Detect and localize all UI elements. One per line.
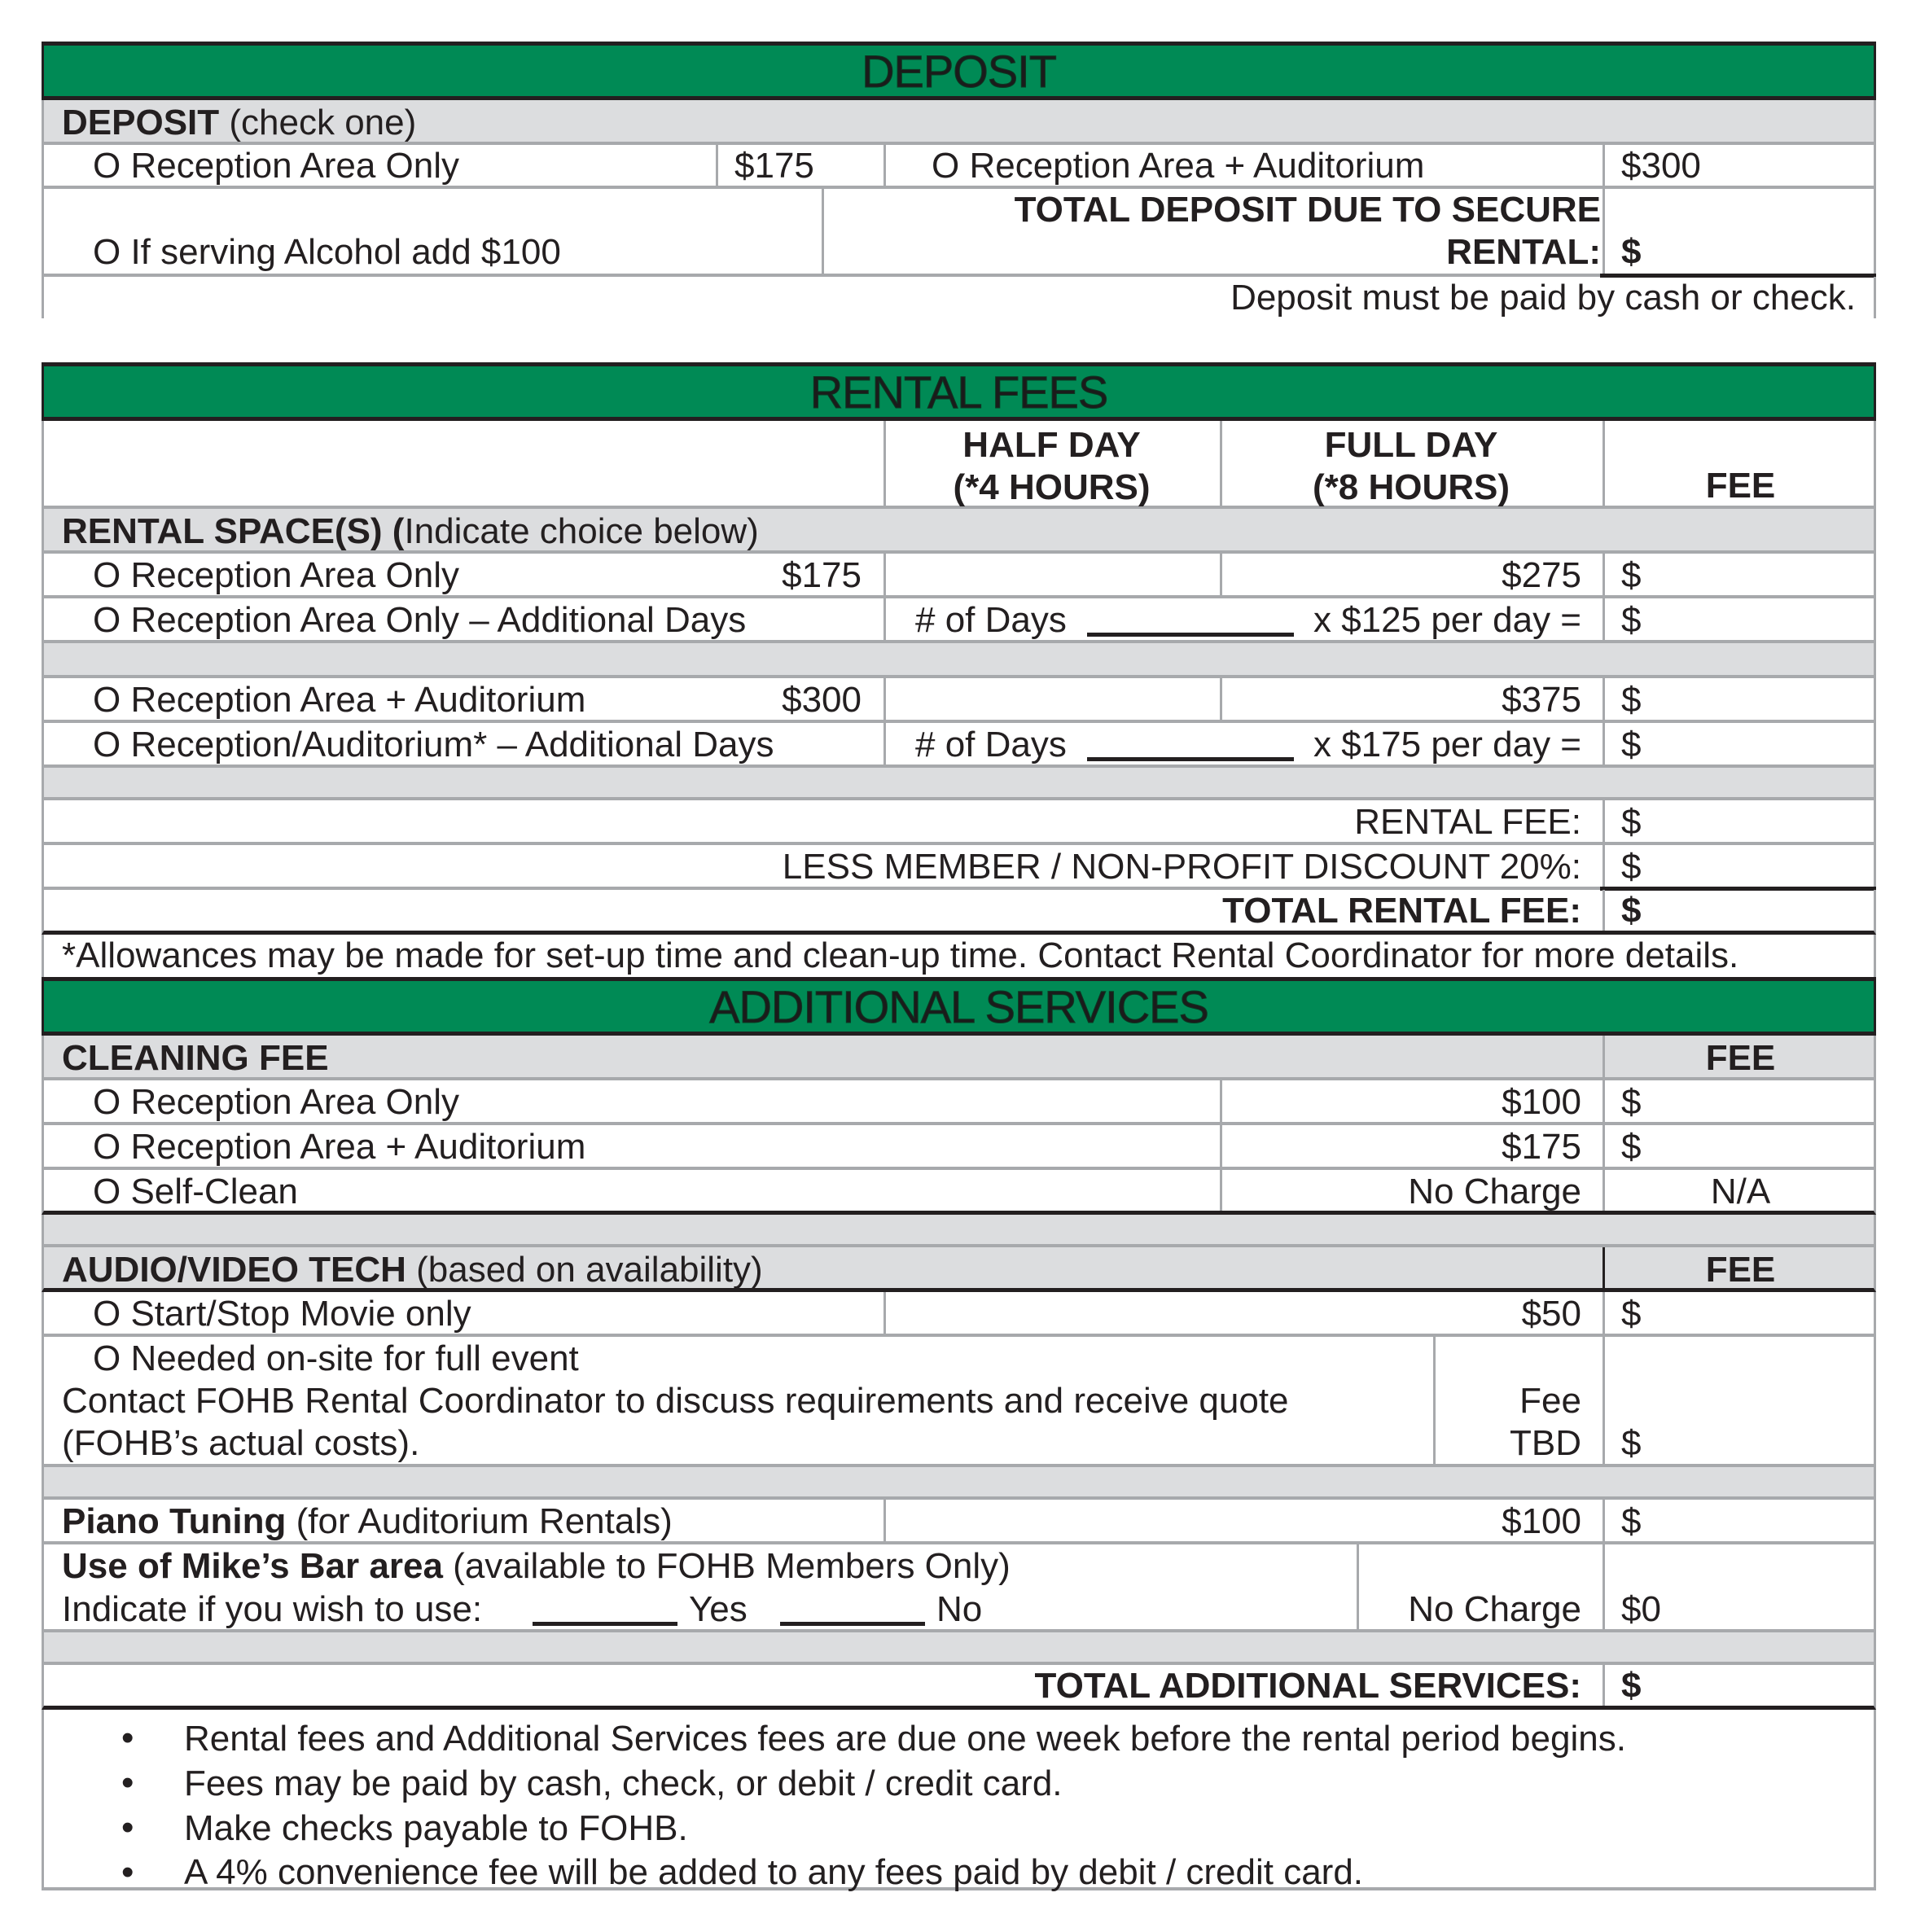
deposit-option-reception-price: $175 xyxy=(734,146,814,186)
av-title-note: (based on availability) xyxy=(406,1250,763,1290)
rental-half-price: $175 xyxy=(782,555,862,595)
rental-footnote: *Allowances may be made for set-up time and clean-up time. Contact Rental Coordinator for more details. xyxy=(62,935,1739,975)
bar-label-bold: Use of Mike’s Bar area xyxy=(62,1546,443,1586)
piano-row xyxy=(42,1500,1876,1544)
av-full-costs: (FOHB’s actual costs). xyxy=(62,1423,420,1463)
deposit-section-header xyxy=(42,42,1876,100)
deposit-total-value[interactable]: $ xyxy=(1621,232,1642,272)
bar-fee: $0 xyxy=(1621,1589,1661,1629)
deposit-payment-note: Deposit must be paid by cash or check. xyxy=(1230,278,1856,318)
cleaning-fee-field[interactable]: $ xyxy=(1621,1127,1642,1167)
note-item: A 4% convenience fee will be added to any fees paid by debit / credit card. xyxy=(184,1852,1364,1892)
deposit-options-row xyxy=(42,145,1876,189)
rental-row-auditorium xyxy=(42,678,1876,723)
total-rental-row xyxy=(42,890,1876,935)
av-full-fee[interactable]: $ xyxy=(1621,1423,1642,1463)
rental-fee-field[interactable]: $ xyxy=(1621,555,1642,595)
deposit-header-title: DEPOSIT xyxy=(862,45,1056,97)
bar-label xyxy=(62,1546,1011,1586)
total-services-label: TOTAL ADDITIONAL SERVICES: xyxy=(1034,1666,1581,1706)
services-spacer xyxy=(42,1467,1876,1500)
total-services-row xyxy=(42,1665,1876,1710)
piano-label xyxy=(62,1501,673,1541)
discount-row xyxy=(42,845,1876,890)
bullet-icon: • xyxy=(121,1718,134,1758)
days-label: # of Days xyxy=(915,725,1067,764)
cleaning-row-reception xyxy=(42,1080,1876,1125)
services-spacer xyxy=(42,1632,1876,1665)
rental-space-subheader xyxy=(42,509,1876,554)
rental-spacer xyxy=(42,768,1876,800)
cleaning-row-self xyxy=(42,1170,1876,1215)
note-item: Fees may be paid by cash, check, or debit / credit card. xyxy=(184,1763,1063,1803)
rental-half-price: $300 xyxy=(782,680,862,720)
deposit-total-label-line2: RENTAL: xyxy=(1446,232,1601,272)
deposit-subheader-bold: DEPOSIT xyxy=(62,103,220,142)
col-half-day-line2: (*4 HOURS) xyxy=(953,467,1151,507)
deposit-total-label-line1: TOTAL DEPOSIT DUE TO SECURE xyxy=(1014,190,1601,230)
rental-full-price: $375 xyxy=(1502,680,1581,720)
note-item: Make checks payable to FOHB. xyxy=(184,1808,688,1848)
bar-no-label: No xyxy=(936,1589,983,1629)
rental-option-label[interactable]: O Reception Area Only xyxy=(93,555,460,595)
total-services-value[interactable]: $ xyxy=(1621,1666,1642,1706)
days-input-line[interactable] xyxy=(1087,633,1294,637)
cleaning-subheader xyxy=(42,1036,1876,1080)
bar-price: No Charge xyxy=(1408,1589,1581,1629)
rental-full-price: $275 xyxy=(1502,555,1581,595)
col-fee: FEE xyxy=(1705,466,1776,506)
payment-notes xyxy=(42,1710,1876,1890)
deposit-total-row xyxy=(42,189,1876,277)
cleaning-fee-na: N/A xyxy=(1710,1172,1771,1211)
services-header-title: ADDITIONAL SERVICES xyxy=(709,980,1208,1032)
deposit-option-alcohol[interactable]: O If serving Alcohol add $100 xyxy=(93,232,561,272)
services-spacer xyxy=(42,1215,1876,1247)
bullet-icon: • xyxy=(121,1807,134,1847)
piano-label-bold: Piano Tuning xyxy=(62,1501,287,1541)
days-rate: x $175 per day = xyxy=(1313,725,1581,764)
rental-spacer xyxy=(42,643,1876,678)
bullet-icon: • xyxy=(121,1763,134,1803)
cleaning-price: $100 xyxy=(1502,1082,1581,1122)
av-movie-fee[interactable]: $ xyxy=(1621,1294,1642,1334)
rental-section-header xyxy=(42,362,1876,421)
services-section-header xyxy=(42,977,1876,1036)
rental-option-label[interactable]: O Reception Area Only – Additional Days xyxy=(93,600,747,640)
col-half-day-line1: HALF DAY xyxy=(962,425,1141,465)
col-full-day-line2: (*8 HOURS) xyxy=(1312,467,1510,507)
av-full-price-line1: Fee xyxy=(1519,1381,1581,1421)
total-rental-label: TOTAL RENTAL FEE: xyxy=(1222,891,1581,931)
rental-fee-label: RENTAL FEE: xyxy=(1354,802,1581,842)
av-full-contact: Contact FOHB Rental Coordinator to discuss requirements and receive quote xyxy=(62,1381,1289,1421)
av-full-option[interactable]: O Needed on-site for full event xyxy=(93,1338,579,1378)
rental-row-auditorium-extra-days xyxy=(42,723,1876,768)
av-row-full-event xyxy=(42,1337,1876,1467)
cleaning-option-label[interactable]: O Reception Area + Auditorium xyxy=(93,1127,586,1167)
av-title xyxy=(62,1252,763,1288)
col-full-day-line1: FULL DAY xyxy=(1324,425,1498,465)
discount-label: LESS MEMBER / NON-PROFIT DISCOUNT 20%: xyxy=(782,847,1581,887)
piano-fee[interactable]: $ xyxy=(1621,1501,1642,1541)
bar-yes-input-line[interactable] xyxy=(533,1622,677,1626)
piano-label-note: (for Auditorium Rentals) xyxy=(286,1501,673,1541)
days-label: # of Days xyxy=(915,600,1067,640)
deposit-option-reception[interactable]: O Reception Area Only xyxy=(93,146,460,186)
av-movie-price: $50 xyxy=(1521,1294,1581,1334)
note-item: Rental fees and Additional Services fees are due one week before the rental period begins. xyxy=(184,1719,1626,1759)
total-rental-value[interactable]: $ xyxy=(1621,891,1642,931)
piano-price: $100 xyxy=(1502,1501,1581,1541)
av-subheader xyxy=(42,1247,1876,1292)
rental-fee-value[interactable]: $ xyxy=(1621,802,1642,842)
bullet-icon: • xyxy=(121,1852,134,1892)
bar-label-note: (available to FOHB Members Only) xyxy=(442,1546,1011,1586)
av-row-movie xyxy=(42,1292,1876,1337)
col-half-day xyxy=(883,424,1220,509)
rental-fee-field[interactable]: $ xyxy=(1621,600,1642,640)
bar-no-input-line[interactable] xyxy=(780,1622,925,1626)
rental-space-bold: RENTAL SPACE(S) ( xyxy=(62,511,405,551)
bar-indicate-label: Indicate if you wish to use: xyxy=(62,1589,483,1629)
deposit-subheader-text xyxy=(62,105,416,141)
rental-header-title: RENTAL FEES xyxy=(809,366,1108,418)
rental-fee-row xyxy=(42,800,1876,845)
cleaning-title: CLEANING FEE xyxy=(62,1038,329,1078)
cleaning-row-auditorium xyxy=(42,1125,1876,1170)
rental-footnote-row xyxy=(42,935,1876,977)
bar-row xyxy=(42,1544,1876,1632)
col-full-day xyxy=(1220,424,1603,509)
rental-option-label[interactable]: O Reception/Auditorium* – Additional Days xyxy=(93,725,774,764)
deposit-subheader-note: (check one) xyxy=(219,103,417,142)
deposit-option-auditorium[interactable]: O Reception Area + Auditorium xyxy=(932,146,1425,186)
cleaning-fee-col: FEE xyxy=(1705,1038,1776,1078)
discount-value[interactable]: $ xyxy=(1621,847,1642,887)
av-title-bold: AUDIO/VIDEO TECH xyxy=(62,1250,406,1290)
deposit-note-row xyxy=(42,277,1876,318)
cleaning-option-label[interactable]: O Reception Area Only xyxy=(93,1082,460,1122)
rental-option-label[interactable]: O Reception Area + Auditorium xyxy=(93,680,586,720)
rental-row-reception xyxy=(42,554,1876,598)
rental-row-reception-extra-days xyxy=(42,598,1876,643)
cleaning-price: No Charge xyxy=(1408,1172,1581,1211)
deposit-option-auditorium-price: $300 xyxy=(1621,146,1701,186)
rental-fee-field[interactable]: $ xyxy=(1621,680,1642,720)
days-rate: x $125 per day = xyxy=(1313,600,1581,640)
cleaning-option-label[interactable]: O Self-Clean xyxy=(93,1172,298,1211)
cleaning-fee-field[interactable]: $ xyxy=(1621,1082,1642,1122)
bar-yes-label: Yes xyxy=(689,1589,748,1629)
av-fee-col: FEE xyxy=(1705,1250,1776,1290)
rental-fee-field[interactable]: $ xyxy=(1621,725,1642,764)
rental-space-subheader-text xyxy=(62,511,759,551)
rental-column-headers xyxy=(42,421,1876,509)
days-input-line[interactable] xyxy=(1087,757,1294,761)
av-movie-option[interactable]: O Start/Stop Movie only xyxy=(93,1294,471,1334)
deposit-subheader xyxy=(42,100,1876,145)
cleaning-price: $175 xyxy=(1502,1127,1581,1167)
rental-space-note: Indicate choice below) xyxy=(404,511,759,551)
av-full-price-line2: TBD xyxy=(1510,1423,1581,1463)
